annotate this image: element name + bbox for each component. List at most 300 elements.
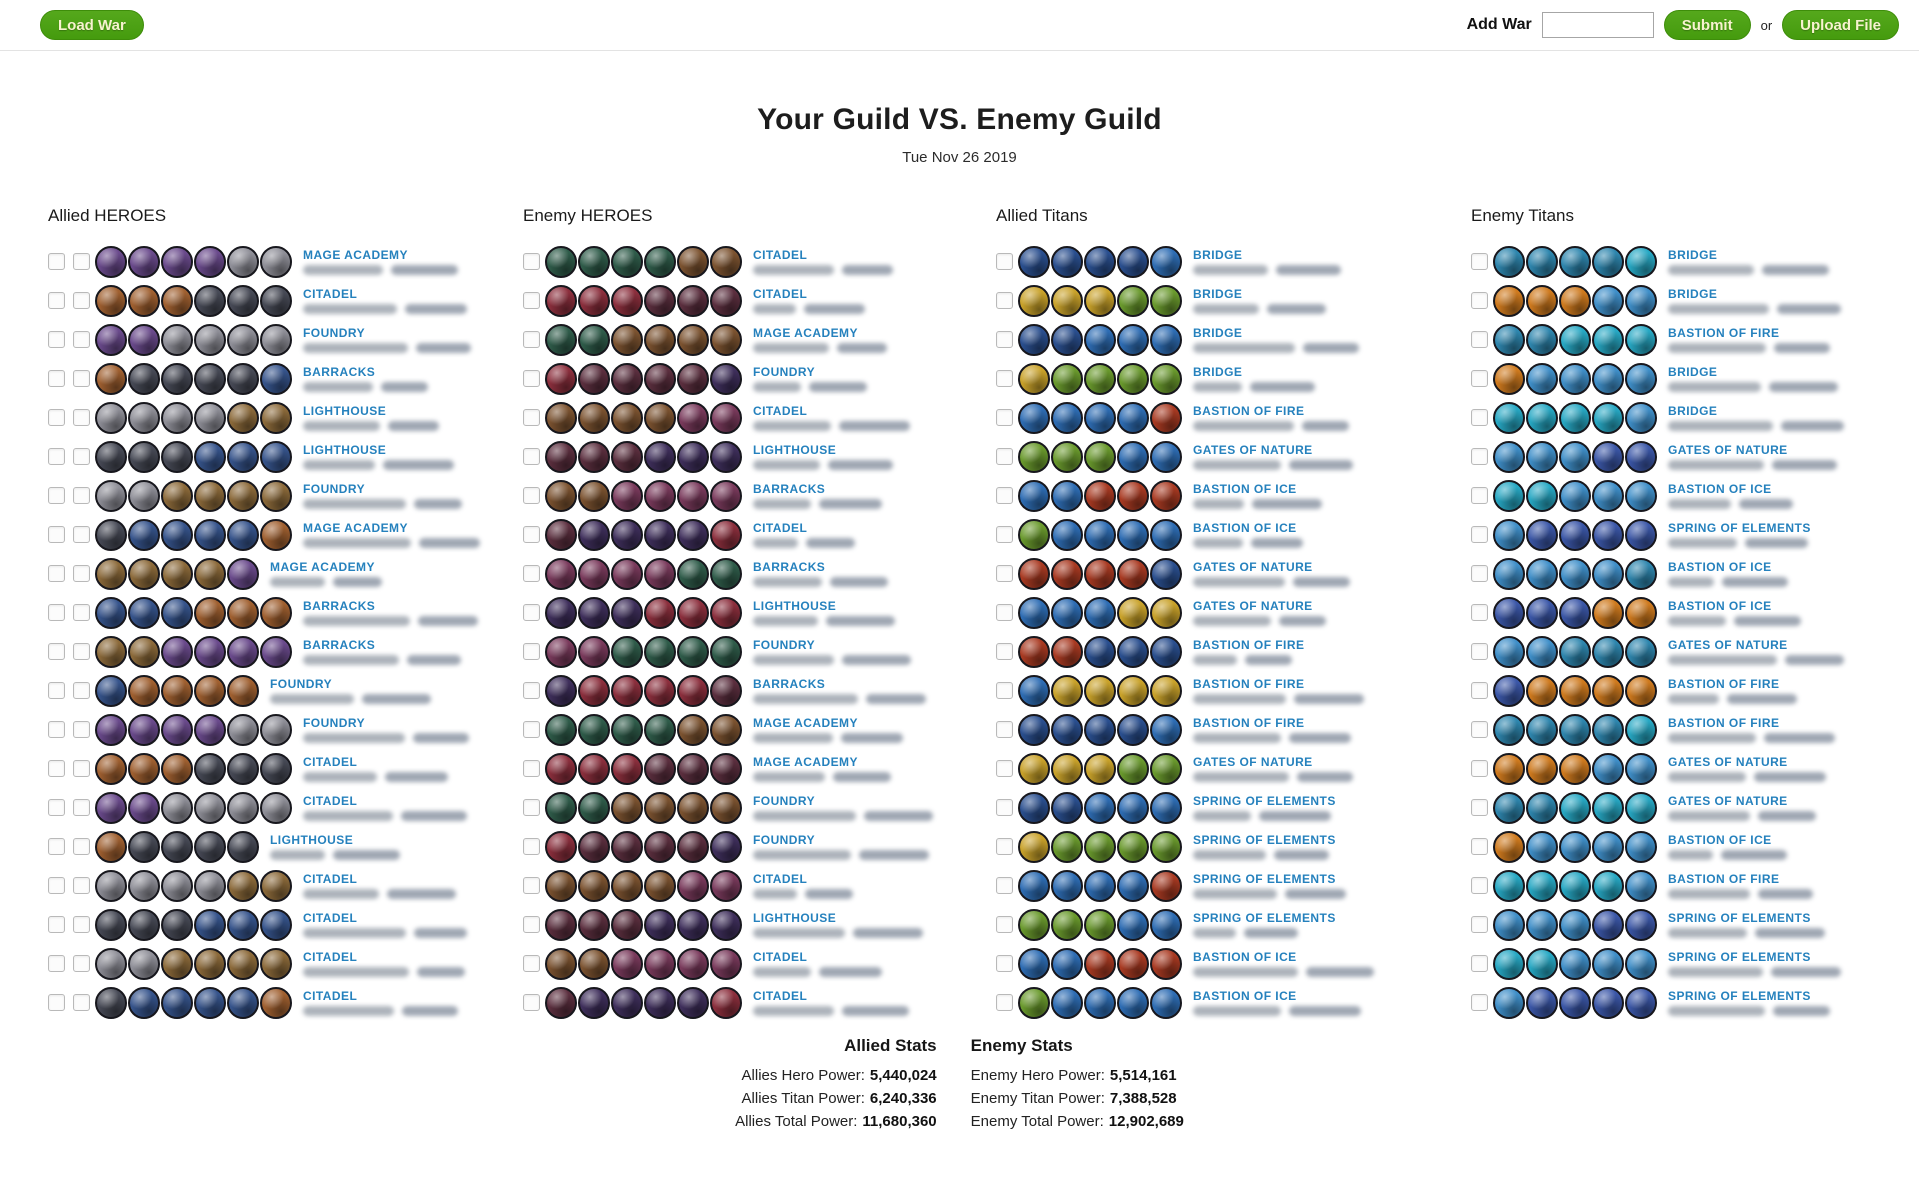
- redacted-player-name: [753, 577, 822, 587]
- hero-avatar-icon: [95, 909, 127, 941]
- building-label: BASTION OF FIRE: [1668, 325, 1780, 340]
- roster-row: [1471, 749, 1844, 788]
- row-checkbox-group: [48, 253, 95, 270]
- building-label: SPRING OF ELEMENTS: [1668, 949, 1811, 964]
- row-checkbox[interactable]: [48, 721, 65, 738]
- row-checkbox[interactable]: [48, 292, 65, 309]
- redacted-player-name: [1193, 616, 1271, 626]
- row-checkbox[interactable]: [73, 916, 90, 933]
- row-checkbox[interactable]: [1471, 604, 1488, 621]
- hero-avatar-icon: [710, 753, 742, 785]
- hero-avatar-icon: [644, 792, 676, 824]
- hero-avatar-icon: [227, 363, 259, 395]
- redacted-name-line: [270, 694, 431, 704]
- titan-avatar-icon: [1592, 402, 1624, 434]
- row-checkbox[interactable]: [73, 370, 90, 387]
- load-war-button[interactable]: Load War: [40, 10, 144, 40]
- row-checkbox[interactable]: [73, 292, 90, 309]
- roster-row: [48, 944, 480, 983]
- hero-avatar-icon: [95, 987, 127, 1019]
- redacted-player-name: [1668, 811, 1750, 821]
- row-checkbox-group: [1471, 643, 1493, 660]
- team-avatar-strip: [95, 480, 293, 512]
- titan-avatar-icon: [1592, 324, 1624, 356]
- row-info: [303, 483, 462, 509]
- redacted-power-value: [828, 460, 893, 470]
- roster-row: [523, 320, 933, 359]
- redacted-name-line: [1193, 811, 1336, 821]
- hero-avatar-icon: [194, 597, 226, 629]
- hero-avatar-icon: [194, 948, 226, 980]
- titan-avatar-icon: [1493, 519, 1525, 551]
- redacted-player-name: [1193, 889, 1277, 899]
- roster-row: [996, 983, 1374, 1022]
- redacted-name-line: [1193, 928, 1336, 938]
- row-info: [753, 678, 926, 704]
- row-checkbox[interactable]: [48, 916, 65, 933]
- roster-row: [1471, 671, 1844, 710]
- submit-button[interactable]: Submit: [1664, 10, 1751, 40]
- hero-avatar-icon: [545, 909, 577, 941]
- row-checkbox[interactable]: [523, 253, 540, 270]
- row-checkbox[interactable]: [73, 526, 90, 543]
- row-checkbox[interactable]: [48, 955, 65, 972]
- hero-avatar-icon: [227, 519, 259, 551]
- titan-avatar-icon: [1117, 675, 1149, 707]
- row-checkbox[interactable]: [1471, 799, 1488, 816]
- redacted-player-name: [303, 733, 405, 743]
- hero-avatar-icon: [545, 597, 577, 629]
- redacted-player-name: [1193, 577, 1285, 587]
- row-checkbox[interactable]: [73, 331, 90, 348]
- row-checkbox[interactable]: [73, 955, 90, 972]
- titan-avatar-icon: [1051, 480, 1083, 512]
- hero-avatar-icon: [128, 285, 160, 317]
- hero-avatar-icon: [545, 948, 577, 980]
- row-checkbox[interactable]: [1471, 682, 1488, 699]
- row-checkbox[interactable]: [73, 838, 90, 855]
- row-checkbox-group: [1471, 877, 1493, 894]
- row-info: [1668, 717, 1835, 743]
- hero-avatar-icon: [710, 909, 742, 941]
- titan-avatar-icon: [1493, 909, 1525, 941]
- row-checkbox[interactable]: [48, 565, 65, 582]
- row-checkbox[interactable]: [73, 253, 90, 270]
- row-checkbox[interactable]: [996, 955, 1013, 972]
- row-info: [753, 249, 893, 275]
- row-checkbox[interactable]: [1471, 448, 1488, 465]
- titan-avatar-icon: [1526, 987, 1558, 1019]
- redacted-power-value: [1306, 967, 1374, 977]
- redacted-power-value: [1769, 382, 1838, 392]
- row-checkbox[interactable]: [996, 682, 1013, 699]
- redacted-player-name: [753, 889, 797, 899]
- row-checkbox[interactable]: [523, 526, 540, 543]
- titan-avatar-icon: [1084, 597, 1116, 629]
- row-checkbox[interactable]: [48, 994, 65, 1011]
- row-checkbox[interactable]: [523, 721, 540, 738]
- row-checkbox[interactable]: [996, 565, 1013, 582]
- row-checkbox[interactable]: [1471, 760, 1488, 777]
- row-checkbox[interactable]: [523, 955, 540, 972]
- building-label: CITADEL: [753, 520, 808, 535]
- redacted-player-name: [303, 1006, 394, 1016]
- row-checkbox[interactable]: [73, 409, 90, 426]
- row-checkbox[interactable]: [996, 292, 1013, 309]
- row-checkbox[interactable]: [996, 760, 1013, 777]
- redacted-power-value: [1244, 928, 1298, 938]
- titan-avatar-icon: [1150, 324, 1182, 356]
- row-checkbox[interactable]: [523, 604, 540, 621]
- row-checkbox-group: [996, 877, 1018, 894]
- titan-avatar-icon: [1559, 246, 1591, 278]
- team-avatar-strip: [545, 363, 743, 395]
- row-checkbox[interactable]: [996, 448, 1013, 465]
- row-checkbox[interactable]: [73, 682, 90, 699]
- row-info: [303, 366, 428, 392]
- row-checkbox[interactable]: [523, 487, 540, 504]
- building-label: CITADEL: [303, 910, 358, 925]
- redacted-player-name: [270, 694, 354, 704]
- team-avatar-strip: [95, 402, 293, 434]
- redacted-power-value: [1722, 577, 1788, 587]
- redacted-player-name: [1668, 382, 1761, 392]
- row-info: [1668, 405, 1844, 431]
- row-checkbox[interactable]: [523, 916, 540, 933]
- hero-avatar-icon: [710, 987, 742, 1019]
- allied-hero-power: [735, 1064, 937, 1087]
- row-checkbox[interactable]: [1471, 370, 1488, 387]
- titan-avatar-icon: [1051, 870, 1083, 902]
- row-checkbox[interactable]: [523, 331, 540, 348]
- hero-avatar-icon: [227, 441, 259, 473]
- hero-avatar-icon: [545, 363, 577, 395]
- row-checkbox[interactable]: [996, 253, 1013, 270]
- titan-avatar-icon: [1559, 753, 1591, 785]
- team-avatar-strip: [1018, 870, 1183, 902]
- roster-row: [996, 788, 1374, 827]
- hero-avatar-icon: [161, 441, 193, 473]
- hero-avatar-icon: [644, 285, 676, 317]
- titan-avatar-icon: [1018, 636, 1050, 668]
- hero-avatar-icon: [644, 324, 676, 356]
- hero-avatar-icon: [227, 675, 259, 707]
- redacted-power-value: [1739, 499, 1793, 509]
- row-checkbox[interactable]: [523, 682, 540, 699]
- redacted-power-value: [1758, 811, 1816, 821]
- team-avatar-strip: [95, 675, 260, 707]
- roster-row: [996, 866, 1374, 905]
- titan-avatar-icon: [1625, 714, 1657, 746]
- redacted-power-value: [1302, 421, 1349, 431]
- row-info: [753, 288, 865, 314]
- building-label: FOUNDRY: [753, 364, 816, 379]
- row-checkbox[interactable]: [1471, 643, 1488, 660]
- row-checkbox[interactable]: [73, 448, 90, 465]
- redacted-name-line: [1193, 538, 1303, 548]
- row-checkbox[interactable]: [523, 877, 540, 894]
- team-avatar-strip: [1018, 792, 1183, 824]
- titan-avatar-icon: [1084, 987, 1116, 1019]
- row-checkbox[interactable]: [73, 487, 90, 504]
- row-checkbox[interactable]: [523, 994, 540, 1011]
- row-checkbox[interactable]: [48, 682, 65, 699]
- row-checkbox[interactable]: [1471, 955, 1488, 972]
- team-avatar-strip: [545, 909, 743, 941]
- row-checkbox[interactable]: [48, 760, 65, 777]
- row-info: [270, 561, 382, 587]
- hero-avatar-icon: [677, 246, 709, 278]
- titan-avatar-icon: [1625, 363, 1657, 395]
- row-checkbox[interactable]: [48, 877, 65, 894]
- hero-avatar-icon: [611, 987, 643, 1019]
- row-checkbox[interactable]: [48, 253, 65, 270]
- row-checkbox[interactable]: [996, 409, 1013, 426]
- row-checkbox-group: [48, 292, 95, 309]
- building-label: FOUNDRY: [270, 676, 333, 691]
- row-checkbox[interactable]: [523, 448, 540, 465]
- row-checkbox[interactable]: [1471, 526, 1488, 543]
- redacted-player-name: [270, 577, 325, 587]
- hero-avatar-icon: [611, 714, 643, 746]
- row-checkbox[interactable]: [1471, 994, 1488, 1011]
- hero-avatar-icon: [677, 636, 709, 668]
- row-checkbox[interactable]: [523, 409, 540, 426]
- row-checkbox[interactable]: [1471, 292, 1488, 309]
- hero-avatar-icon: [644, 909, 676, 941]
- hero-avatar-icon: [128, 909, 160, 941]
- row-info: [303, 327, 471, 353]
- titan-avatar-icon: [1526, 480, 1558, 512]
- redacted-power-value: [1758, 889, 1813, 899]
- team-avatar-strip: [95, 909, 293, 941]
- redacted-player-name: [1193, 655, 1237, 665]
- roster-row: [996, 476, 1374, 515]
- roster-row: [523, 476, 933, 515]
- titan-avatar-icon: [1018, 441, 1050, 473]
- roster-row: [1471, 983, 1844, 1022]
- row-checkbox-group: [996, 292, 1018, 309]
- roster-row: [996, 593, 1374, 632]
- redacted-power-value: [839, 421, 910, 431]
- redacted-power-value: [414, 928, 467, 938]
- titan-avatar-icon: [1018, 363, 1050, 395]
- row-checkbox[interactable]: [523, 799, 540, 816]
- titan-avatar-icon: [1526, 753, 1558, 785]
- building-label: CITADEL: [753, 286, 808, 301]
- redacted-name-line: [1193, 343, 1359, 353]
- row-info: [303, 795, 467, 821]
- hero-avatar-icon: [545, 675, 577, 707]
- hero-avatar-icon: [545, 987, 577, 1019]
- row-checkbox[interactable]: [1471, 838, 1488, 855]
- row-checkbox-group: [48, 721, 95, 738]
- team-avatar-strip: [95, 948, 293, 980]
- team-avatar-strip: [1018, 948, 1183, 980]
- hero-avatar-icon: [260, 909, 292, 941]
- row-info: [1668, 366, 1838, 392]
- hero-avatar-icon: [677, 714, 709, 746]
- row-checkbox[interactable]: [1471, 877, 1488, 894]
- redacted-name-line: [753, 733, 903, 743]
- row-checkbox[interactable]: [996, 370, 1013, 387]
- row-checkbox[interactable]: [48, 604, 65, 621]
- row-checkbox[interactable]: [48, 409, 65, 426]
- row-checkbox[interactable]: [48, 838, 65, 855]
- redacted-player-name: [753, 538, 798, 548]
- team-avatar-strip: [1018, 324, 1183, 356]
- row-checkbox[interactable]: [996, 331, 1013, 348]
- row-checkbox-group: [48, 643, 95, 660]
- row-checkbox[interactable]: [48, 370, 65, 387]
- row-checkbox[interactable]: [48, 643, 65, 660]
- row-checkbox[interactable]: [523, 292, 540, 309]
- titan-avatar-icon: [1493, 441, 1525, 473]
- roster-row: [48, 749, 480, 788]
- row-checkbox-group: [1471, 799, 1493, 816]
- roster-row: [523, 398, 933, 437]
- roster-row: [48, 671, 480, 710]
- titan-avatar-icon: [1592, 558, 1624, 590]
- row-checkbox[interactable]: [1471, 409, 1488, 426]
- row-checkbox[interactable]: [73, 643, 90, 660]
- row-checkbox[interactable]: [73, 565, 90, 582]
- redacted-power-value: [1773, 1006, 1830, 1016]
- row-checkbox[interactable]: [996, 487, 1013, 504]
- row-checkbox[interactable]: [523, 643, 540, 660]
- hero-avatar-icon: [710, 402, 742, 434]
- team-avatar-strip: [1493, 246, 1658, 278]
- stat-value: 7,388,528: [1109, 1090, 1177, 1107]
- building-label: FOUNDRY: [753, 793, 816, 808]
- redacted-player-name: [753, 382, 801, 392]
- redacted-name-line: [1193, 304, 1326, 314]
- hero-avatar-icon: [611, 909, 643, 941]
- titan-avatar-icon: [1493, 948, 1525, 980]
- row-checkbox[interactable]: [1471, 721, 1488, 738]
- row-checkbox[interactable]: [73, 604, 90, 621]
- hero-avatar-icon: [677, 480, 709, 512]
- row-info: [1193, 483, 1322, 509]
- stat-value: 5,440,024: [869, 1067, 937, 1084]
- row-checkbox[interactable]: [1471, 487, 1488, 504]
- row-info: [1193, 366, 1315, 392]
- row-checkbox[interactable]: [996, 643, 1013, 660]
- building-label: GATES OF NATURE: [1193, 559, 1313, 574]
- row-checkbox[interactable]: [523, 370, 540, 387]
- redacted-name-line: [1668, 655, 1844, 665]
- team-avatar-strip: [545, 519, 743, 551]
- roster-row: [48, 905, 480, 944]
- row-checkbox[interactable]: [996, 799, 1013, 816]
- row-checkbox[interactable]: [996, 877, 1013, 894]
- hero-avatar-icon: [95, 948, 127, 980]
- hero-avatar-icon: [227, 909, 259, 941]
- hero-avatar-icon: [194, 441, 226, 473]
- upload-file-button[interactable]: Upload File: [1782, 10, 1899, 40]
- redacted-player-name: [1668, 577, 1714, 587]
- row-checkbox[interactable]: [996, 994, 1013, 1011]
- hero-avatar-icon: [227, 792, 259, 824]
- row-checkbox[interactable]: [523, 760, 540, 777]
- row-checkbox[interactable]: [1471, 565, 1488, 582]
- row-checkbox[interactable]: [996, 604, 1013, 621]
- titan-avatar-icon: [1117, 753, 1149, 785]
- redacted-player-name: [753, 499, 811, 509]
- team-avatar-strip: [95, 753, 293, 785]
- row-checkbox[interactable]: [523, 565, 540, 582]
- team-avatar-strip: [1493, 402, 1658, 434]
- hero-avatar-icon: [95, 831, 127, 863]
- row-checkbox[interactable]: [996, 838, 1013, 855]
- redacted-name-line: [1668, 616, 1801, 626]
- row-checkbox[interactable]: [73, 994, 90, 1011]
- row-checkbox[interactable]: [996, 916, 1013, 933]
- hero-avatar-icon: [611, 480, 643, 512]
- redacted-name-line: [1193, 850, 1336, 860]
- row-checkbox[interactable]: [996, 526, 1013, 543]
- row-checkbox[interactable]: [73, 760, 90, 777]
- redacted-player-name: [1193, 460, 1281, 470]
- column-title: Allied Titans: [996, 206, 1088, 225]
- team-avatar-strip: [1493, 831, 1658, 863]
- row-checkbox[interactable]: [1471, 331, 1488, 348]
- row-info: [1193, 522, 1303, 548]
- titan-avatar-icon: [1018, 831, 1050, 863]
- row-checkbox[interactable]: [73, 799, 90, 816]
- row-checkbox[interactable]: [48, 487, 65, 504]
- row-checkbox[interactable]: [1471, 916, 1488, 933]
- row-checkbox[interactable]: [73, 721, 90, 738]
- redacted-player-name: [753, 1006, 834, 1016]
- row-info: [1668, 522, 1811, 548]
- row-info: [1668, 678, 1797, 704]
- hero-avatar-icon: [227, 324, 259, 356]
- redacted-name-line: [1193, 421, 1349, 431]
- hero-avatar-icon: [227, 285, 259, 317]
- row-info: [753, 327, 887, 353]
- building-label: BASTION OF ICE: [1193, 949, 1297, 964]
- row-info: [303, 405, 439, 431]
- hero-avatar-icon: [611, 246, 643, 278]
- hero-avatar-icon: [644, 363, 676, 395]
- row-checkbox[interactable]: [48, 799, 65, 816]
- row-checkbox[interactable]: [48, 526, 65, 543]
- redacted-name-line: [753, 889, 853, 899]
- row-info: [753, 834, 929, 860]
- row-checkbox[interactable]: [996, 721, 1013, 738]
- redacted-name-line: [753, 1006, 909, 1016]
- team-avatar-strip: [545, 285, 743, 317]
- add-war-input[interactable]: [1542, 12, 1654, 38]
- row-checkbox-group: [48, 760, 95, 777]
- row-checkbox[interactable]: [523, 838, 540, 855]
- building-label: FOUNDRY: [303, 325, 366, 340]
- row-info: [753, 561, 888, 587]
- redacted-power-value: [1745, 538, 1808, 548]
- redacted-player-name: [753, 655, 834, 665]
- roster-row: [523, 515, 933, 554]
- building-label: GATES OF NATURE: [1193, 442, 1313, 457]
- redacted-player-name: [303, 928, 406, 938]
- redacted-power-value: [413, 733, 469, 743]
- hero-avatar-icon: [128, 714, 160, 746]
- row-checkbox[interactable]: [48, 448, 65, 465]
- row-checkbox[interactable]: [48, 331, 65, 348]
- row-checkbox[interactable]: [73, 877, 90, 894]
- row-info: [1193, 834, 1336, 860]
- row-checkbox[interactable]: [1471, 253, 1488, 270]
